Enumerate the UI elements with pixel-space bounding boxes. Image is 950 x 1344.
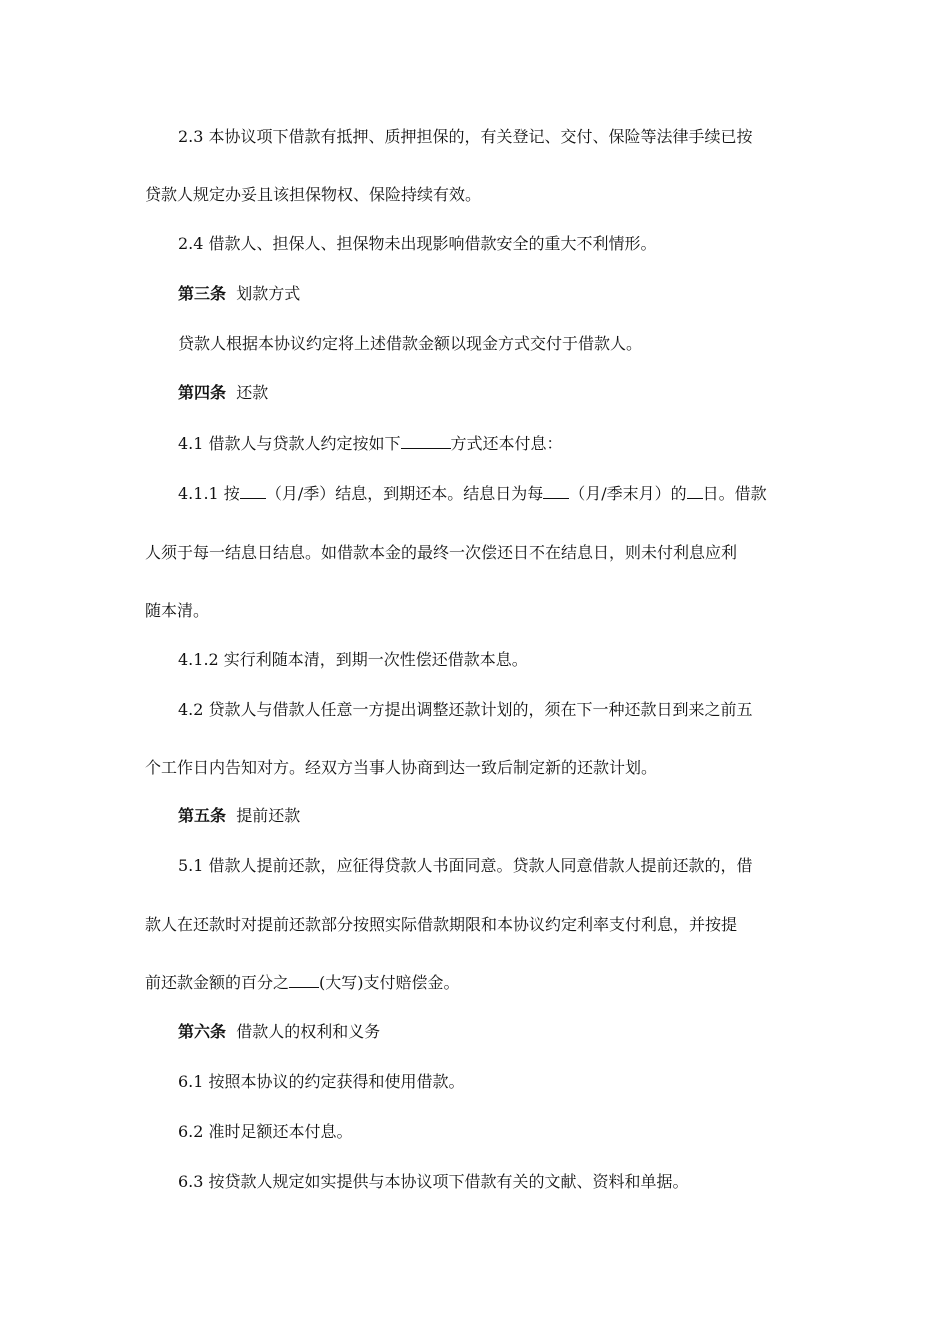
article-3-heading [178,284,810,304]
clause-4-1-1-part-4: 日。借款 [702,484,767,503]
clause-5-1-prefix: 前还款金额的百分之 [145,973,290,992]
article-4-label: 第四条 [178,383,227,402]
clause-4-1-1-part-3: （月/季末月）的 [569,484,687,503]
clause-4-1 [178,433,810,454]
clause-6-1: 6.1 按照本协议的约定获得和使用借款。 [178,1072,465,1091]
article-3-body: 贷款人根据本协议约定将上述借款金额以现金方式交付于借款人。 [178,334,643,353]
interest-period-blank [240,483,266,499]
settlement-month-blank [543,483,569,499]
article-5-title: 提前还款 [236,806,301,825]
clause-4-1-2: 4.1.2 实行利随本清，到期一次性偿还借款本息。 [178,650,528,669]
clause-5-1-line-3 [145,972,810,993]
clause-4-1-suffix: 方式还本付息： [450,434,563,453]
clause-4-2-line-1: 4.2 贷款人与借款人任意一方提出调整还款计划的，须在下一种还款日到来之前五 [178,700,753,719]
article-5-label: 第五条 [178,806,227,825]
article-4-heading [178,383,810,403]
clause-4-1-1-line-3: 随本清。 [145,601,210,620]
clause-2-3-line-1: 2.3 本协议项下借款有抵押、质押担保的，有关登记、交付、保险等法律手续已按 [178,127,753,146]
clause-4-1-1-part-2: （月/季）结息，到期还本。结息日为每 [265,484,544,503]
clause-5-1-line-1: 5.1 借款人提前还款，应征得贷款人书面同意。贷款人同意借款人提前还款的，借 [178,856,753,875]
clause-4-1-1-line-2: 人须于每一结息日结息。如借款本金的最终一次偿还日不在结息日，则未付利息应利 [145,543,738,562]
clause-5-1-line-2: 款人在还款时对提前还款部分按照实际借款期限和本协议约定利率支付利息，并按提 [145,915,738,934]
clause-5-1-suffix: (大写)支付赔偿金。 [319,973,460,992]
repayment-method-blank [401,433,451,449]
clause-2-4: 2.4 借款人、担保人、担保物未出现影响借款安全的重大不利情形。 [178,234,657,253]
clause-4-1-1-line-1 [178,483,810,504]
settlement-day-blank [687,483,703,499]
clause-4-1-prefix: 4.1 借款人与贷款人约定按如下 [178,434,401,453]
article-6-heading [178,1022,810,1042]
clause-6-2: 6.2 准时足额还本付息。 [178,1122,353,1141]
article-5-heading [178,806,810,826]
article-4-title: 还款 [236,383,269,402]
clause-4-2-line-2: 个工作日内告知对方。经双方当事人协商到达一致后制定新的还款计划。 [145,758,658,777]
clause-6-3: 6.3 按贷款人规定如实提供与本协议项下借款有关的文献、资料和单据。 [178,1172,689,1191]
clause-2-3-line-2: 贷款人规定办妥且该担保物权、保险持续有效。 [145,185,482,204]
article-6-title: 借款人的权利和义务 [236,1022,381,1041]
article-6-label: 第六条 [178,1022,227,1041]
compensation-percent-blank [289,972,319,988]
clause-4-1-1-part-1: 4.1.1 按 [178,484,240,503]
article-3-label: 第三条 [178,284,227,303]
article-3-title: 划款方式 [236,284,301,303]
